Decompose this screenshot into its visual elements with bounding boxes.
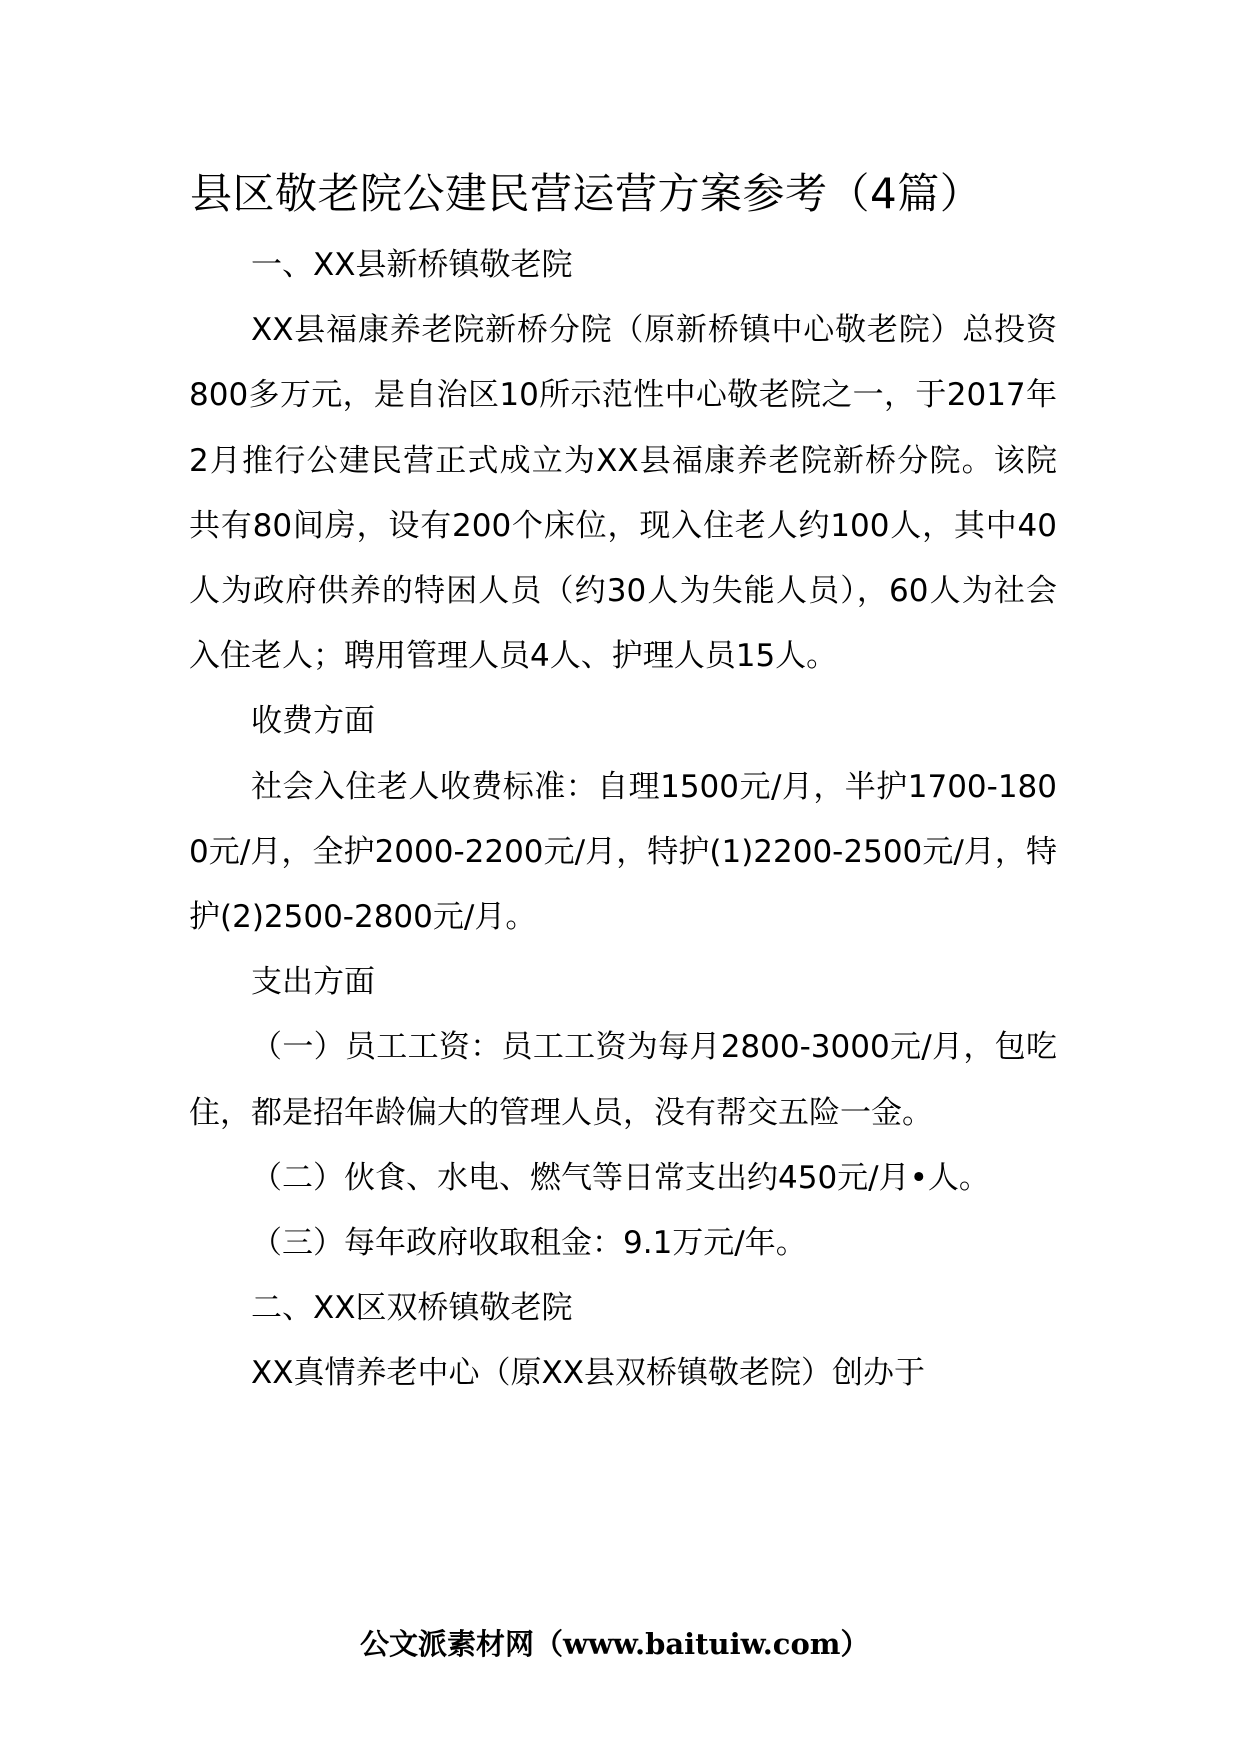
paragraph-second-center: XX真情养老中心（原XX县双桥镇敬老院）创办于 bbox=[251, 1355, 925, 1392]
subheading-expenses: 支出方面 bbox=[251, 964, 375, 1001]
section-heading-1: 一、XX县新桥镇敬老院 bbox=[251, 247, 573, 283]
subheading-fees: 收费方面 bbox=[251, 703, 375, 740]
section-heading-2: 二、XX区双桥镇敬老院 bbox=[251, 1290, 573, 1327]
paragraph-rent: （三）每年政府收取租金：9.1万元/年。 bbox=[251, 1225, 807, 1262]
footer-watermark: 公文派素材网（www.baituiw.com） bbox=[360, 1627, 870, 1661]
paragraph-daily-expenses: （二）伙食、水电、燃气等日常支出约450元/月•人。 bbox=[251, 1159, 990, 1196]
paragraph-salary: （一）员工工资：员工工资为每月2800-3000元/月，包吃住，都是招年龄偏大的管理人员，没有帮交五险一金。 bbox=[189, 1029, 1057, 1131]
paragraph-fees: 社会入住老人收费标准：自理1500元/月，半护1700-1800元/月，全护2000-2200元/月，特护(1)2200-2500元/月，特护(2)2500-2800元/月。 bbox=[189, 768, 1057, 936]
document-title: 县区敬老院公建民营运营方案参考（4篇） bbox=[190, 169, 983, 218]
paragraph-overview: XX县福康养老院新桥分院（原新桥镇中心敬老院）总投资800多万元，是自治区10所示范性中心敬老院之一，于2017年2月推行公建民营正式成立为XX县福康养老院新桥分院。该院共有80间房，设有200个床位，现入住老人约100人，其中40人为政府供养的特困人员（约30人为失能人员），60人为社会入住老人；聘用管理人员4人、护理人员15人。 bbox=[189, 312, 1057, 675]
document-body bbox=[189, 233, 1057, 1407]
